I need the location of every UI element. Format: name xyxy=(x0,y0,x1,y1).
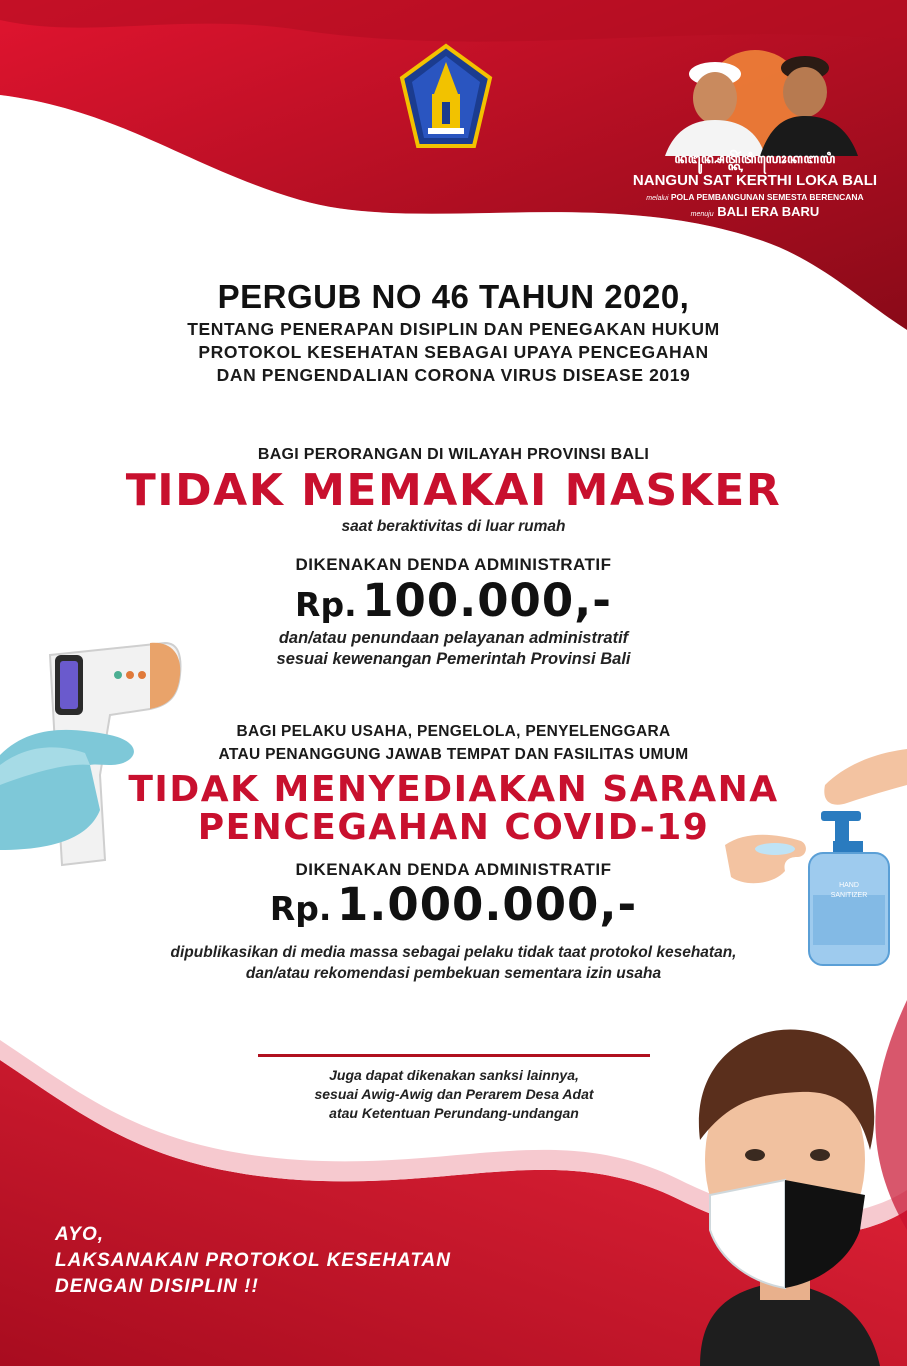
divider xyxy=(258,1054,650,1057)
section2-notes: dipublikasikan di media massa sebagai pelaku tidak taat protokol kesehatan, dan/atau rekomendasi pembekuan sementara izin usaha xyxy=(170,944,737,982)
brand-subtitle: melalui POLA PEMBANGUNAN SEMESTA BERENCANA xyxy=(646,192,864,202)
section1-headline: TIDAK MEMAKAI MASKER xyxy=(125,465,782,516)
call-to-action: AYO, LAKSANAKAN PROTOKOL KESEHATAN DENGAN DISIPLIN !! xyxy=(55,1224,451,1297)
section2-fine-amount: Rp. 1.000.000,- xyxy=(269,878,638,931)
regulation-subtitle: TENTANG PENERAPAN DISIPLIN DAN PENEGAKAN HUKUM PROTOKOL KESEHATAN SEBAGAI UPAYA PENCEGAHAN DAN PENGENDALIAN CORONA VIRUS DISEASE 2019 xyxy=(187,319,720,385)
sanitizer-label-line1: HAND xyxy=(839,882,859,889)
regulation-title: PERGUB NO 46 TAHUN 2020, xyxy=(217,278,690,315)
hand-sanitizer-illustration xyxy=(725,745,907,970)
section1-fine-label: DIKENAKAN DENDA ADMINISTRATIF xyxy=(295,555,612,574)
section1-fine-amount: Rp. 100.000,- xyxy=(295,574,612,627)
section1-lead: BAGI PERORANGAN DI WILAYAH PROVINSI BALI xyxy=(257,446,650,463)
brand-era: menuju BALI ERA BARU xyxy=(690,204,820,219)
section2-headline: TIDAK MENYEDIAKAN SARANA PENCEGAHAN COVID-19 xyxy=(128,769,779,848)
masked-man-illustration xyxy=(660,1020,907,1366)
bali-province-emblem xyxy=(398,42,494,152)
brand-title: NANGUN SAT KERTHI LOKA BALI xyxy=(632,172,878,189)
section2-lead: BAGI PELAKU USAHA, PENGELOLA, PENYELENGGARA ATAU PENANGGUNG JAWAB TEMPAT DAN FASILITAS UMUM xyxy=(218,723,689,763)
sanitizer-label-line2: SANITIZER xyxy=(830,892,868,899)
section2-fine-label: DIKENAKAN DENDA ADMINISTRATIF xyxy=(295,860,612,879)
section1-notes: dan/atau penundaan pelayanan administratif sesuai kewenangan Pemerintah Provinsi Bali xyxy=(276,629,631,668)
section1-context: saat beraktivitas di luar rumah xyxy=(341,518,566,535)
governor-photos xyxy=(620,28,890,156)
footer-note: Juga dapat dikenakan sanksi lainnya, sesuai Awig-Awig dan Perarem Desa Adat atau Ketentuan Perundang-undangan xyxy=(314,1067,594,1121)
brand-script: ꦤꦔꦸꦤ꧀ꦱꦠ꧀ꦏꦼꦂꦠꦶꦭꦺꦴꦏꦧꦭꦶ xyxy=(674,151,836,166)
